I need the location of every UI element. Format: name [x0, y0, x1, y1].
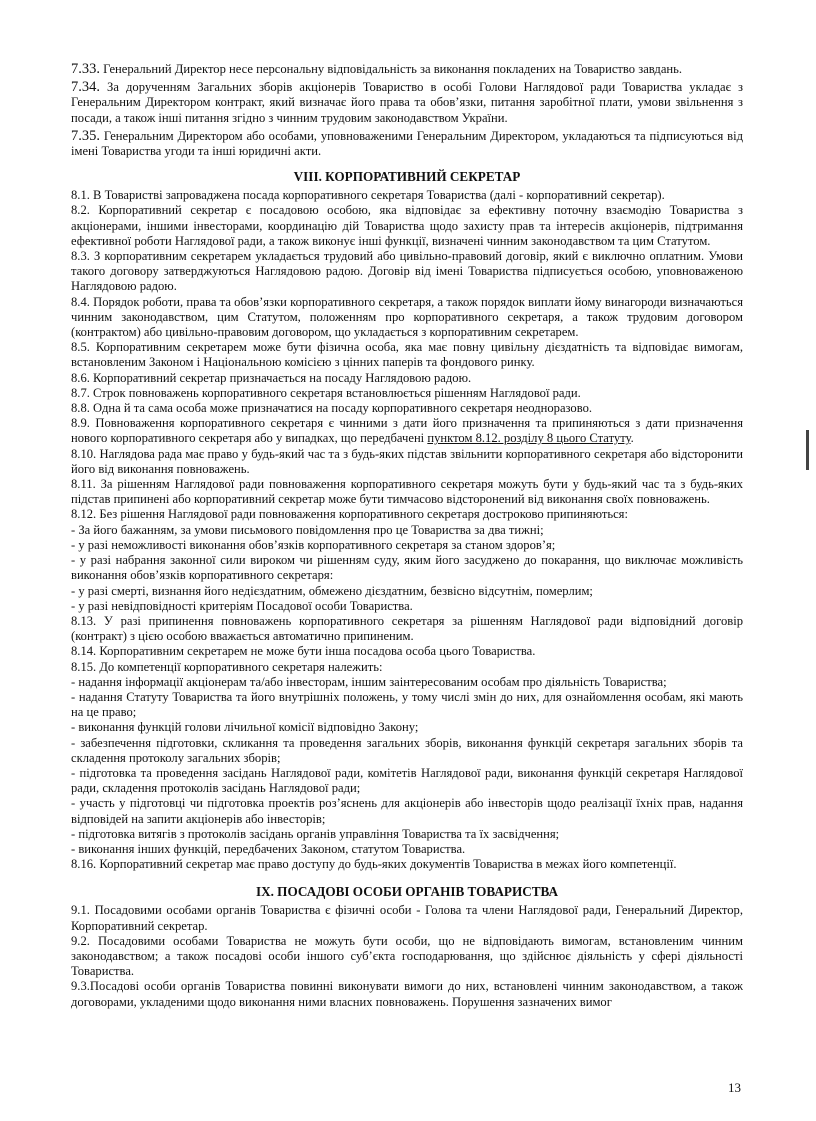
- paragraph-text: - забезпечення підготовки, скликання та проведення загальних зборів, виконання функцій секретаря загальних зборів та складення протоколу загальних зборів;: [71, 735, 743, 765]
- paragraph-text: Генеральним Директором або особами, уповноваженими Генеральним Директором, укладаються та підписуються від імені Товариства угоди та інші юридичні акти.: [71, 128, 743, 159]
- paragraph-text: - у разі невідповідності критеріям Посадової особи Товариства.: [71, 598, 413, 613]
- paragraph: [71, 584, 743, 599]
- paragraph-text: 8.2. Корпоративний секретар є посадовою особою, яка відповідає за ефективну поточну взаємодію Товариства з акціонерами, іншими інвесторами, координацію дій Товариства щодо захисту прав та інтересів акціонерів, підтримання ефективної роботи Наглядової ради, а також виконує інші функції, визначені чинним законодавством та цим Статутом.: [71, 203, 743, 248]
- paragraph: [71, 690, 743, 720]
- page-number: 13: [728, 1080, 741, 1095]
- paragraph-text: - у разі набрання законної сили вироком чи рішенням суду, яким його засуджено до покарання, що виключає можливість виконання обов’язків корпоративного секретаря:: [71, 553, 743, 583]
- paragraph: [71, 660, 743, 675]
- paragraph: [71, 766, 743, 796]
- paragraph: [71, 842, 743, 857]
- paragraph: [71, 80, 743, 126]
- paragraph: [71, 416, 743, 446]
- paragraph: [71, 371, 743, 386]
- clause-number: 7.33.: [71, 61, 100, 77]
- paragraph-text: 8.11. За рішенням Наглядової ради повноваження корпоративного секретаря можуть бути у будь-який час та з будь-яких підстав припинені або корпоративний секретар може бути тимчасово відсторонений від виконання своїх повноважень.: [71, 477, 743, 507]
- paragraph-text: 8.14. Корпоративним секретарем не може бути інша посадова особа цього Товариства.: [71, 644, 536, 659]
- paragraph: [71, 249, 743, 295]
- clause-number: 7.35.: [71, 127, 100, 144]
- paragraph: [71, 386, 743, 401]
- clause-number: 7.34.: [71, 79, 100, 96]
- paragraph-text: 8.8. Одна й та сама особа може призначатися на посаду корпоративного секретаря неодноразово.: [71, 401, 593, 416]
- paragraph: [71, 675, 743, 690]
- paragraph: [71, 507, 743, 522]
- paragraph: [71, 614, 743, 644]
- paragraph-text: - у разі смерті, визнання його недієздатним, обмежено дієздатним, безвісно відсутнім, померлим;: [71, 583, 593, 598]
- paragraph: [71, 736, 743, 766]
- paragraph-text: 8.4. Порядок роботи, права та обов’язки корпоративного секретаря, а також порядок виплати йому винагороди визначаються чинним законодавством, цим Статутом, положенням про корпоративного секретаря, а також трудовим договором (контрактом) або цивільно-правовим договором, що укладається з корпоративним секретарем.: [71, 294, 743, 340]
- paragraph: [71, 447, 743, 477]
- paragraph: [71, 903, 743, 933]
- paragraph-text: 8.6. Корпоративний секретар призначається на посаду Наглядовою радою.: [71, 370, 472, 385]
- paragraph-text: 8.1. В Товаристві запроваджена посада корпоративного секретаря Товариства (далі - корпоративний секретар).: [71, 188, 665, 203]
- paragraph: [71, 796, 743, 826]
- paragraph: [71, 129, 743, 159]
- paragraph-text: За дорученням Загальних зборів акціонерів Товариство в особі Голови Наглядової ради Товариства укладає з Генеральним Директором контракт, який визначає його права та обов’язки, питання заробітної плати, умови звільнення з посади, а також інші питання згідно з чинним трудовим законодавством України.: [71, 80, 743, 125]
- paragraph: [71, 188, 743, 203]
- paragraph-text: - участь у підготовці чи підготовка проектів роз’яснень для акціонерів або інвесторів щодо реалізації їхніх прав, надання відповідей на запити акціонерів або інвесторів;: [71, 796, 743, 826]
- paragraph: [71, 857, 743, 872]
- paragraph-text: - виконання інших функцій, передбачених Законом, статутом Товариства.: [71, 841, 466, 856]
- paragraph: [71, 538, 743, 553]
- paragraph: [71, 295, 743, 341]
- paragraph-text: - За його бажанням, за умови письмового повідомлення про це Товариства за два тижні;: [71, 522, 544, 537]
- paragraph-text: 9.1. Посадовими особами органів Товариства є фізичні особи - Голова та члени Наглядової ради, Генеральний Директор, Корпоративний секретар.: [71, 903, 743, 933]
- paragraph-text: - надання інформації акціонерам та/або інвесторам, іншим заінтересованим особам про діяльність Товариства;: [71, 674, 667, 689]
- scan-edge-mark: [806, 430, 809, 470]
- paragraph: [71, 340, 743, 370]
- paragraph-text: - у разі неможливості виконання обов’язків корпоративного секретаря за станом здоров’я;: [71, 537, 556, 552]
- paragraph: [71, 523, 743, 538]
- paragraph-text: 8.15. До компетенції корпоративного секретаря належить:: [71, 659, 383, 674]
- paragraph-text: 8.13. У разі припинення повноважень корпоративного секретаря за рішенням Наглядової ради відповідний договір (контракт) з цією особою вважається автоматично припиненим.: [71, 613, 743, 644]
- section-heading: VIII. КОРПОРАТИВНИЙ СЕКРЕТАР: [293, 169, 521, 185]
- paragraph: [71, 720, 743, 735]
- paragraph-tail: .: [630, 431, 634, 446]
- paragraph: [71, 477, 743, 507]
- paragraph: [71, 599, 743, 614]
- paragraph: [71, 827, 743, 842]
- paragraph-text: 8.3. З корпоративним секретарем укладається трудовий або цивільно-правовий договір, який є виключно оплатним. Умови такого договору затверджуються Наглядовою радою. Договір від імені Товариства підписується особою, уповноваженою Наглядовою радою.: [71, 249, 743, 294]
- paragraph-text: - підготовка витягів з протоколів засідань органів управління Товариства та їх засвідчення;: [71, 826, 560, 841]
- paragraph-text: 8.5. Корпоративним секретарем може бути фізична особа, яка має повну цивільну дієздатність та відповідає вимогам, встановленим Законом і Національною комісією з цінних паперів та фондового ринку.: [71, 340, 743, 370]
- paragraph: [71, 934, 743, 980]
- paragraph: [71, 401, 743, 416]
- paragraph-text: 9.3.Посадові особи органів Товариства повинні виконувати вимоги до них, встановлені чинним законодавством, а також договорами, укладеними щодо виконання ними власних повноважень. Порушення зазначених вимог: [71, 979, 743, 1009]
- paragraph: [71, 553, 743, 583]
- paragraph-text: - виконання функцій голови лічильної комісії відповідно Закону;: [71, 720, 419, 735]
- paragraph-text: 9.2. Посадовими особами Товариства не можуть бути особи, що не відповідають вимогам, встановленим чинним законодавством; а також посадові особи іншого суб’єкта господарювання, що здійснює діяльність у сфері діяльності Товариства.: [71, 933, 743, 979]
- paragraph-text: 8.12. Без рішення Наглядової ради повноваження корпоративного секретаря достроково припиняються:: [71, 507, 628, 522]
- paragraph-text: - надання Статуту Товариства та його внутрішніх положень, у тому числі змін до них, для ознайомлення особам, які мають на це право;: [71, 689, 743, 720]
- paragraph: [71, 979, 743, 1009]
- paragraph-text: 8.10. Наглядова рада має право у будь-який час та з будь-яких підстав звільнити корпоративного секретаря або відсторонити його від виконання повноважень.: [71, 446, 743, 476]
- cross-reference-link: пункт‌ом 8.12. розділу 8 цього Статуту: [427, 431, 631, 446]
- paragraph-text: - підготовка та проведення засідань Наглядової ради, комітетів Наглядової ради, виконання функцій секретаря Наглядової ради, складення протоколів засідань Наглядової ради;: [71, 765, 743, 796]
- paragraph-text: 8.7. Строк повноважень корпоративного секретаря встановлюється рішенням Наглядової ради.: [71, 385, 581, 400]
- paragraph-text: 8.9. Повноваження корпоративного секретаря є чинними з дати його призначення та припиняються з дати призначення нового корпоративного секретаря або у випадках, що передбачені: [71, 416, 743, 446]
- paragraph-text: 8.16. Корпоративний секретар має право доступу до будь-яких документів Товариства в межах його компетенції.: [71, 857, 677, 872]
- document-body: [71, 59, 743, 1010]
- paragraph: [71, 644, 743, 659]
- paragraph-text: Генеральний Директор несе персональну відповідальність за виконання покладених на Товариство завдань.: [100, 62, 683, 76]
- paragraph: [71, 62, 743, 77]
- section-heading: IX. ПОСАДОВІ ОСОБИ ОРГАНІВ ТОВАРИСТВА: [255, 884, 559, 900]
- paragraph: [71, 203, 743, 249]
